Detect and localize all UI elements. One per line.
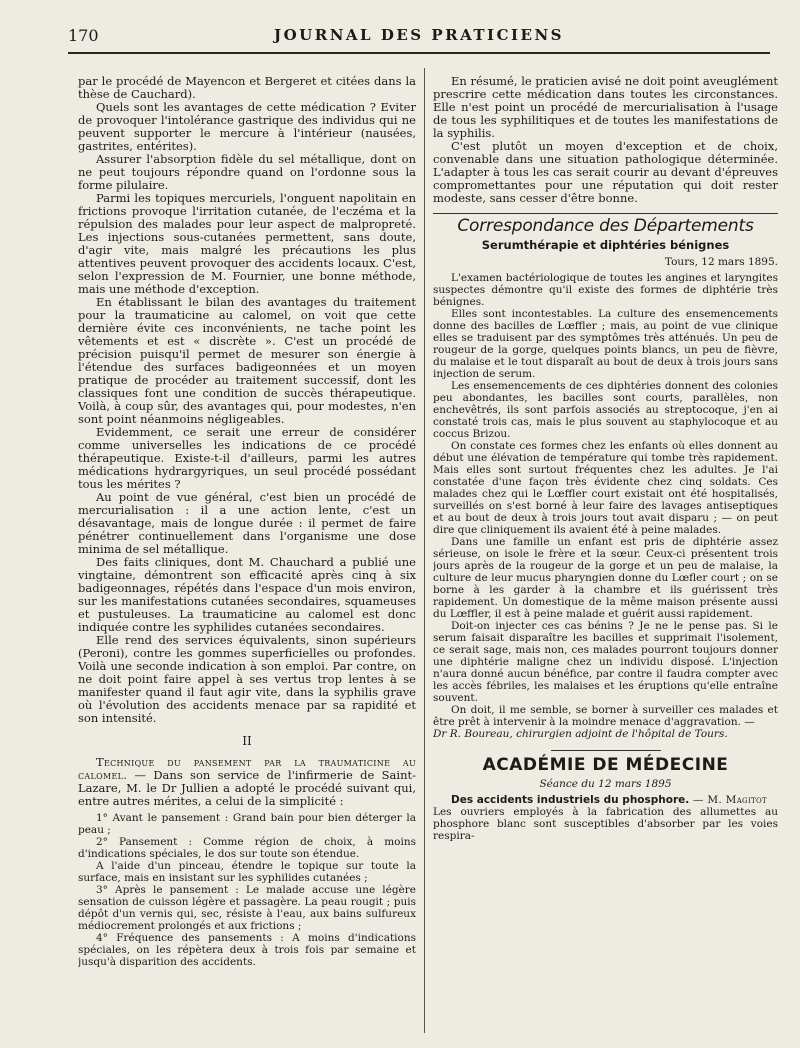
article-paragraph: Doit-on injecter ces cas bénins ? Je ne le pense pas. Si le serum faisait disparaître les bacilles et supprimait l'isolement, ce serait sage, mais non, ces malades pourront toujours donner une diphtérie maligne chez un individu disposé. L'injection n'aura donné aucun bénéfice, par contre il faudra compter avec les accès fébriles, les malaises et les éruptions qu'elle entraîne souvent. bbox=[433, 620, 778, 704]
paragraph: Quels sont les avantages de cette médication ? Eviter de provoquer l'intolérance gastrique des individus qui ne peuvent supporter le mercure à l'intérieur (nausées, gastrites, entérites). bbox=[78, 100, 416, 153]
technique-heading: Technique du pansement par la traumaticine au calomel. bbox=[78, 755, 416, 782]
paragraph: En résumé, le praticien avisé ne doit point aveuglément prescrire cette médication dans toutes les circonstances. Elle n'est point un procédé de mercurialisation à l'usage de tous les syphilitiques et de toutes les manifestations de la syphilis. bbox=[433, 75, 778, 140]
step-item: 1° Avant le pansement : Grand bain pour bien déterger la peau ; bbox=[78, 812, 416, 836]
step-item: 4° Fréquence des pansements : A moins d'indications spéciales, on les répètera deux à trois fois par semaine et jusqu'à disparition des accidents. bbox=[78, 932, 416, 968]
paragraph: Elle rend des services équivalents, sinon supérieurs (Peroni), contre les gommes superficielles ou profondes. Voilà une seconde indication à son emploi. Par contre, on ne doit point faire appel à ses vertus trop lentes à se manifester quand il faut agir vite, dans la syphilis grave où l'évolution des accidents menace par sa rapidité et son intensité. bbox=[78, 633, 416, 725]
paragraph: Evidemment, ce serait une erreur de considérer comme universelles les indications de ce procédé thérapeutique. Existe-t-il d'ailleurs, parmi les autres médications hydrargyriques, un seul procédé possédant tous les mérites ? bbox=[78, 425, 416, 491]
step-item: A l'aide d'un pinceau, étendre le topique sur toute la surface, mais en insistant sur les syphilides cutanées ; bbox=[78, 860, 416, 884]
article-paragraph: L'examen bactériologique de toutes les angines et laryngites suspectes démontre qu'il existe des formes de diphtérie très bénignes. bbox=[433, 272, 778, 308]
academie-heading: Des accidents industriels du phosphore. bbox=[451, 794, 690, 806]
dateline: Tours, 12 mars 1895. bbox=[664, 256, 778, 268]
page-number: 170 bbox=[68, 26, 99, 45]
section-rule bbox=[433, 213, 778, 214]
article-paragraph: On doit, il me semble, se borner à surveiller ces malades et être prêt à intervenir à la moindre menace d'aggravation. — bbox=[433, 704, 778, 728]
paragraph: Des faits cliniques, dont M. Chauchard a publié une vingtaine, démontrent son efficacité après cinq à six badigeonnages, répétés dans l'espace d'un mois environ, sur les manifestations cutanées secondaires, squameuses et pustuleuses. La traumaticine au calomel est donc indiquée contre les syphilides cutanées secondaires. bbox=[78, 555, 416, 634]
article-paragraph: Elles sont incontestables. La culture des ensemencements donne des bacilles de Lœffler ; mais, au point de vue clinique elles se traduisent par des symptômes très atténués. Un peu de rougeur de la gorge, quelques points blancs, un peu de fièvre, du malaise et le tout disparaît au bout de deux à trois jours sans injection de serum. bbox=[433, 308, 778, 380]
paragraph: Assurer l'absorption fidèle du sel métallique, dont on ne peut toujours répondre quand on l'ordonne sous la forme pilulaire. bbox=[78, 152, 416, 192]
academie-text: Les ouvriers employés à la fabrication des allumettes au phosphore blanc sont susceptibles d'absorber par les voies respira- bbox=[433, 806, 778, 842]
technique-text: — Dans son service de l'infirmerie de Saint-Lazare, M. le Dr Jullien a adopté le procédé suivant qui, entre autres mérites, a celui de la simplicité : bbox=[78, 768, 416, 808]
step-item: 2° Pansement : Comme région de choix, à moins d'indications spéciales, le dos sur toute son étendue. bbox=[78, 836, 416, 860]
academie-author: — M. Magitot bbox=[689, 794, 767, 806]
article-paragraph: Les ensemencements de ces diphtéries donnent des colonies peu abondantes, les bacilles sont courts, parallèles, non enchevêtrés, ils sont parfois associés au streptocoque, j'en ai constaté trois cas, mais le plus souvent au staphylocoque et au coccus Brizou. bbox=[433, 380, 778, 440]
academie-title: ACADÉMIE DE MÉDECINE bbox=[482, 755, 729, 775]
column-divider bbox=[424, 68, 425, 1033]
paragraph: par le procédé de Mayencon et Bergeret et citées dans la thèse de Cauchard). bbox=[78, 75, 416, 101]
page-header bbox=[68, 22, 770, 54]
article-title: Serumthérapie et diphtéries bénignes bbox=[481, 238, 730, 252]
article-paragraph: On constate ces formes chez les enfants où elles donnent au début une élévation de température qui tombe très rapidement. Mais elles sont surtout fréquentes chez les adultes. Je l'ai constatée d'une façon très évidente chez cinq soldats. Ces malades chez qui le Lœffler court existait ont été hospitalisés, surveillés on s'est borné à leur faire des lavages antiseptiques et au bout de deux à trois jours tout avait disparu ; — on peut dire que cliniquement ils avaient été à peine malades. bbox=[433, 440, 778, 536]
right-column bbox=[433, 75, 778, 842]
signature: Dr R. Boureau, chirurgien adjoint de l'hôpital de Tours. bbox=[433, 728, 728, 740]
paragraph: C'est plutôt un moyen d'exception et de choix, convenable dans une situation pathologique déterminée. L'adapter à tous les cas serait courir au devant d'épreuves compromettantes pour une réputation qui doit rester modeste, sans cesser d'être bonne. bbox=[433, 139, 778, 205]
article-paragraph: Dans une famille un enfant est pris de diphtérie assez sérieuse, on isole le frère et la sœur. Ceux-ci présentent trois jours après de la rougeur de la gorge et un peu de malaise, la culture de leur mucus pharyngien donne du Lœfler court ; on se borne à les garder à la chambre et ils guérissent très rapidement. Un domestique de la même maison présente aussi du Lœffler, il est à peine malade et guérit aussi rapidement. bbox=[433, 536, 778, 620]
section-number: II bbox=[242, 734, 252, 748]
journal-title: JOURNAL DES PRATICIENS bbox=[274, 26, 564, 44]
paragraph: Parmi les topiques mercuriels, l'onguent napolitain en frictions provoque l'irritation cutanée, de l'eczéma et la répulsion des malades pour leur aspect de malpropreté. Les injections sous-cutanées permettent, sans doute, d'agir vite, mais malgré les précautions les plus attentives peuvent provoquer des accidents locaux. C'est, selon l'expression de M. Fournier, une bonne méthode, mais une méthode d'exception. bbox=[78, 191, 416, 296]
seance-date: Séance du 12 mars 1895 bbox=[539, 778, 672, 790]
correspondance-title: Correspondance des Départements bbox=[457, 216, 754, 236]
step-item: 3° Après le pansement : Le malade accuse une légère sensation de cuisson légère et passagère. La peau rougit ; puis dépôt d'un vernis qui, sec, résiste à l'eau, aux bains sulfureux médiocrement prolongés et aux frictions ; bbox=[78, 884, 416, 932]
short-rule bbox=[551, 750, 661, 751]
left-column bbox=[78, 75, 416, 968]
paragraph: En établissant le bilan des avantages du traitement pour la traumaticine au calomel, on voit que cette dernière évite ces inconvénients, ne tache point les vêtements et est « discrète ». C'est un procédé de précision puisqu'il permet de mesurer son énergie à l'étendue des surfaces badigeonnées et un moyen pratique de procéder au traitement successif, dont les classiques font une condition de succès thérapeutique. Voilà, à coup sûr, des avantages qui, pour modestes, n'en sont point néanmoins négligeables. bbox=[78, 295, 416, 426]
paragraph: Au point de vue général, c'est bien un procédé de mercurialisation : il a une action lente, c'est un désavantage, mais de longue durée : il permet de faire pénétrer continuellement dans l'organisme une dose minima de sel métallique. bbox=[78, 490, 416, 556]
technique-paragraph bbox=[78, 756, 416, 808]
academie-paragraph bbox=[433, 794, 778, 806]
